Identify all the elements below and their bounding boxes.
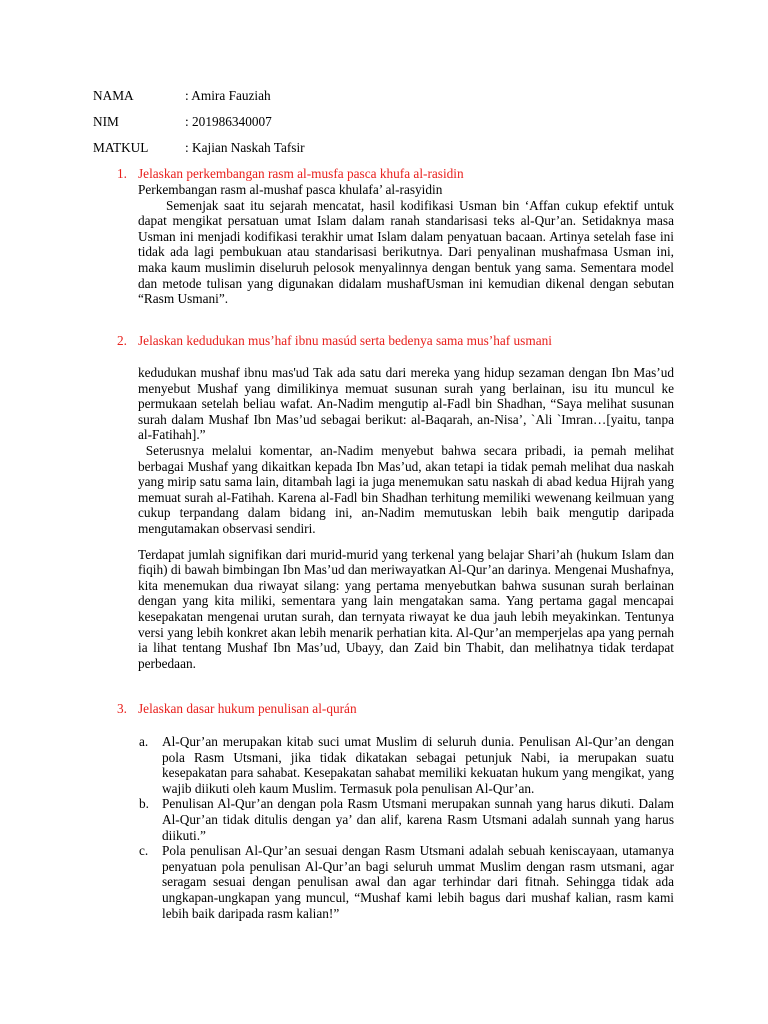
answer-2 — [138, 365, 678, 671]
answer-1-paragraph: Semenjak saat itu sejarah mencatat, hasil kodifikasi Usman bin ‘Affan cukup efektif untuk dapat mengikat persatuan umat Islam dalam ranah standarisasi teks al-Qur’an. Setidaknya masa Usman ini menjadi kodifikasi terakhir umat Islam dalam penyatuan bacaan. Artinya setelah fase ini tidak ada lagi pembukuan atau standarisasi berikutnya. Dari penyalinan mushafmasa Usman ini, maka kaum muslimin diseluruh pelosok menyalinnya dengan bentuk yang sama. Sementara model dan metode tulisan yang digunakan didalam mushafUsman ini kemudian dikenal dengan sebutan “Rasm Usmani”. — [138, 197, 674, 307]
list-item-marker: b. — [139, 796, 149, 812]
question-2-number: 2. — [117, 333, 127, 348]
name-value: : Amira Fauziah — [185, 88, 271, 103]
nim-label: NIM — [93, 114, 119, 129]
list-item — [138, 843, 674, 921]
answer-2-paragraph-3: Terdapat jumlah signifikan dari murid-murid yang terkenal yang belajar Shari’ah (hukum Islam dan fiqih) di bawah bimbingan Ibn Mas’ud dan meriwayatkan Al-Qur’an darinya. Mengenai Mushafnya, kita menemukan dua riwayat silang: yang pertama menyebutkan bahwa susunan surah berlainan dengan yang kita miliki, sementara yang lain mengatakan sama. Yang pertama gagal mencapai kesepakatan mengenai urutan surah, dan ternyata riwayat ke dua jauh lebih meyakinkan. Tentunya versi yang lebih konkret akan lebih menarik perhatian kita. Al-Qur’an memperjelas apa yang pernah ia lihat tentang Mushaf Ibn Mas’ud, Ubayy, dan Zaid bin Thabit, dan melihatnya tidak terdapat perbedaan. — [138, 546, 674, 671]
question-1-text: Jelaskan perkembangan rasm al-musfa pasca khufa al-rasidin — [138, 166, 464, 181]
answer-3-list — [138, 734, 674, 921]
question-3-text: Jelaskan dasar hukum penulisan al-qurán — [138, 701, 357, 716]
matkul-value: : Kajian Naskah Tafsir — [185, 140, 305, 155]
question-2-text: Jelaskan kedudukan mus’haf ibnu masúd serta bedenya sama mus’haf usmani — [138, 333, 552, 348]
list-item-text: Penulisan Al-Qur’an dengan pola Rasm Utsmani merupakan sunnah yang harus dikuti. Dalam Al-Qur’an tidak ditulis dengan ya’ dan alif, karena Rasm Utsmani adalah sunnah yang harus diikuti.” — [162, 796, 674, 843]
answer-1 — [138, 182, 674, 307]
answer-2-paragraph-1: kedudukan mushaf ibnu mas'ud Tak ada satu dari mereka yang hidup sezaman dengan Ibn Mas’ud menyebut Mushaf yang dimilikinya memuat susunan surah yang berlainan, isu itu muncul ke permukaan setelah beliau wafat. An-Nadim mengutip al-Fadl bin Shadhan, “Saya melihat susunan surah dalam Mushaf Ibn Mas’ud sebagai berikut: al-Baqarah, an-Nisa’, `Ali `Imran…[yaitu, tanpa al-Fatihah].” — [138, 365, 674, 443]
question-1-number: 1. — [117, 166, 127, 181]
list-item-text: Pola penulisan Al-Qur’an sesuai dengan Rasm Utsmani adalah sebuah keniscayaan, utamanya penyatuan pola penulisan Al-Qur’an bagi seluruh ummat Muslim dengan rasm utsmani, agar seragam sesuai dengan penulisan awal dan agar terhindar dari fitnah. Sehingga tidak ada ungkapan-ungkapan yang muncul, “Mushaf kami lebih bagus dari mushaf kalian, rasm kami lebih baik daripada rasm kalian!” — [162, 843, 674, 921]
list-item-marker: c. — [139, 843, 149, 859]
answer-2-paragraph-2: Seterusnya melalui komentar, an-Nadim menyebut bahwa secara pribadi, ia pemah melihat berbagai Mushaf yang dikaitkan kepada Ibn Mas’ud, akan tetapi ia tidak pemah melihat dua naskah yang mirip satu sama lain, ditambah lagi ia juga menemukan satu naskah di abad kedua Hijrah yang memuat surah al-Fatihah. Karena al-Fadl bin Shadhan terhitung memiliki wewenang keilmuan yang cukup terpandang dalam bidang ini, an-Nadim memutuskan lebih baik mengutip daripada mengutamakan observasi sendiri. — [138, 442, 678, 536]
question-3-number: 3. — [117, 701, 127, 716]
list-item-text: Al-Qur’an merupakan kitab suci umat Muslim di seluruh dunia. Penulisan Al-Qur’an dengan pola Rasm Utsmani, jika tidak dikatakan sebagai petunjuk Nabi, ia merupakan suatu kesepakatan para sahabat. Kesepakatan sahabat memiliki kekuatan hukum yang mengikat, yang wajib diikuti oleh kaum Muslim. Termasuk pola penulisan Al-Qur’an. — [162, 734, 674, 796]
list-item — [138, 796, 674, 843]
answer-1-subtitle: Perkembangan rasm al-mushaf pasca khulafa’ al-rasyidin — [138, 182, 443, 197]
list-item — [138, 734, 674, 796]
matkul-label: MATKUL — [93, 140, 149, 155]
name-label: NAMA — [93, 88, 134, 103]
list-item-marker: a. — [139, 734, 149, 749]
nim-value: : 201986340007 — [185, 114, 272, 129]
